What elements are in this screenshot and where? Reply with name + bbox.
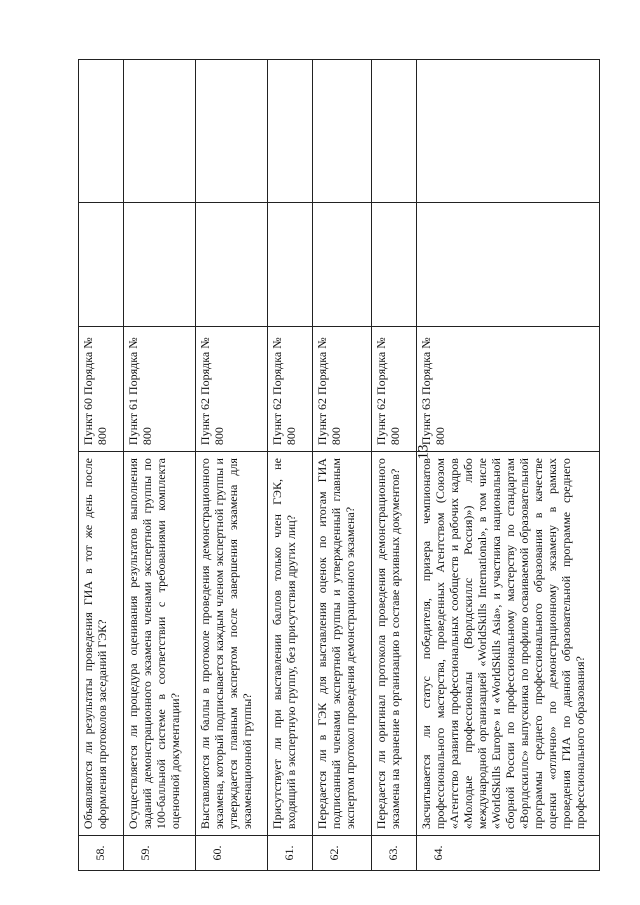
empty-cell [124,60,195,202]
row-reference: Пункт 62 Порядка № 800 [196,326,267,451]
row-reference: Пункт 63 Порядка № 800 [417,326,599,451]
empty-cell [196,60,267,202]
checklist-table [78,59,600,871]
row-question: Засчитывается ли статус победителя, призера чемпионатов профессионального мастерства, проведенных Агентством (Союзом «Агентство развития профессиональных сообществ и рабочих кадров «Молодые профессионалы (Ворлдскиллс Россия)») либо международной организацией «WorldSkills International», в том числе «WorldSkills Europe» и «WorldSkills Asia», и участника национальной сборной России по профессиональному мастерству по стандартам «Ворлдскиллс» выпускника по профилю осваиваемой образовательной программы среднего профессионального образования в качестве оценки «отлично» по демонстрационному экзамену в рамках проведения ГИА по данной образовательной программе среднего профессионального образования? [417,451,599,835]
empty-cell [313,202,371,327]
row-number: 64. [417,835,599,870]
empty-cell [79,60,123,202]
row-number: 63. [372,835,416,870]
row-question: Передается ли в ГЭК для выставления оценок по итогам ГИА подписанный членами экспертной группы и утвержденный главным экспертом протокол проведения демонстрационного экзамена? [313,451,371,835]
empty-cell [196,202,267,327]
row-reference: Пункт 60 Порядка № 800 [79,326,123,451]
table-row [124,60,196,870]
row-number: 58. [79,835,123,870]
row-question: Осуществляется ли процедура оценивания результатов выполнения заданий демонстрационного экзамена членами экспертной группы по 100-балльной системе в соответствии с требованиями комплекта оценочной документации? [124,451,195,835]
table-row [313,60,372,870]
table-row [196,60,268,870]
row-reference: Пункт 62 Порядка № 800 [372,326,416,451]
empty-cell [313,60,371,202]
table-row [417,60,599,870]
table-row [79,60,124,870]
checklist-table-container [78,59,600,871]
row-number: 62. [313,835,371,870]
empty-cell [124,202,195,327]
table-row [372,60,417,870]
row-question: Присутствует ли при выставлении баллов только член ГЭК, не входящий в экспертную группу, без присутствия других лиц? [268,451,312,835]
row-reference: Пункт 62 Порядка № 800 [268,326,312,451]
page-number: 13 [415,444,432,460]
empty-cell [372,202,416,327]
empty-cell [417,202,599,327]
row-question: Передается ли оригинал протокола проведения демонстрационного экзамена на хранение в организацию в составе архивных документов? [372,451,416,835]
empty-cell [79,202,123,327]
row-question: Объявляются ли результаты проведения ГИА в тот же день после оформления протоколов заседаний ГЭК? [79,451,123,835]
empty-cell [417,60,599,202]
empty-cell [372,60,416,202]
empty-cell [268,202,312,327]
table-row [268,60,313,870]
row-reference: Пункт 61 Порядка № 800 [124,326,195,451]
row-reference: Пункт 62 Порядка № 800 [313,326,371,451]
row-question: Выставляются ли баллы в протоколе проведения демонстрационного экзамена, который подписывается каждым членом экспертной группы и утверждается главным экспертом после завершения экзамена для экзаменационной группы? [196,451,267,835]
row-number: 61. [268,835,312,870]
empty-cell [268,60,312,202]
row-number: 59. [124,835,195,870]
row-number: 60. [196,835,267,870]
